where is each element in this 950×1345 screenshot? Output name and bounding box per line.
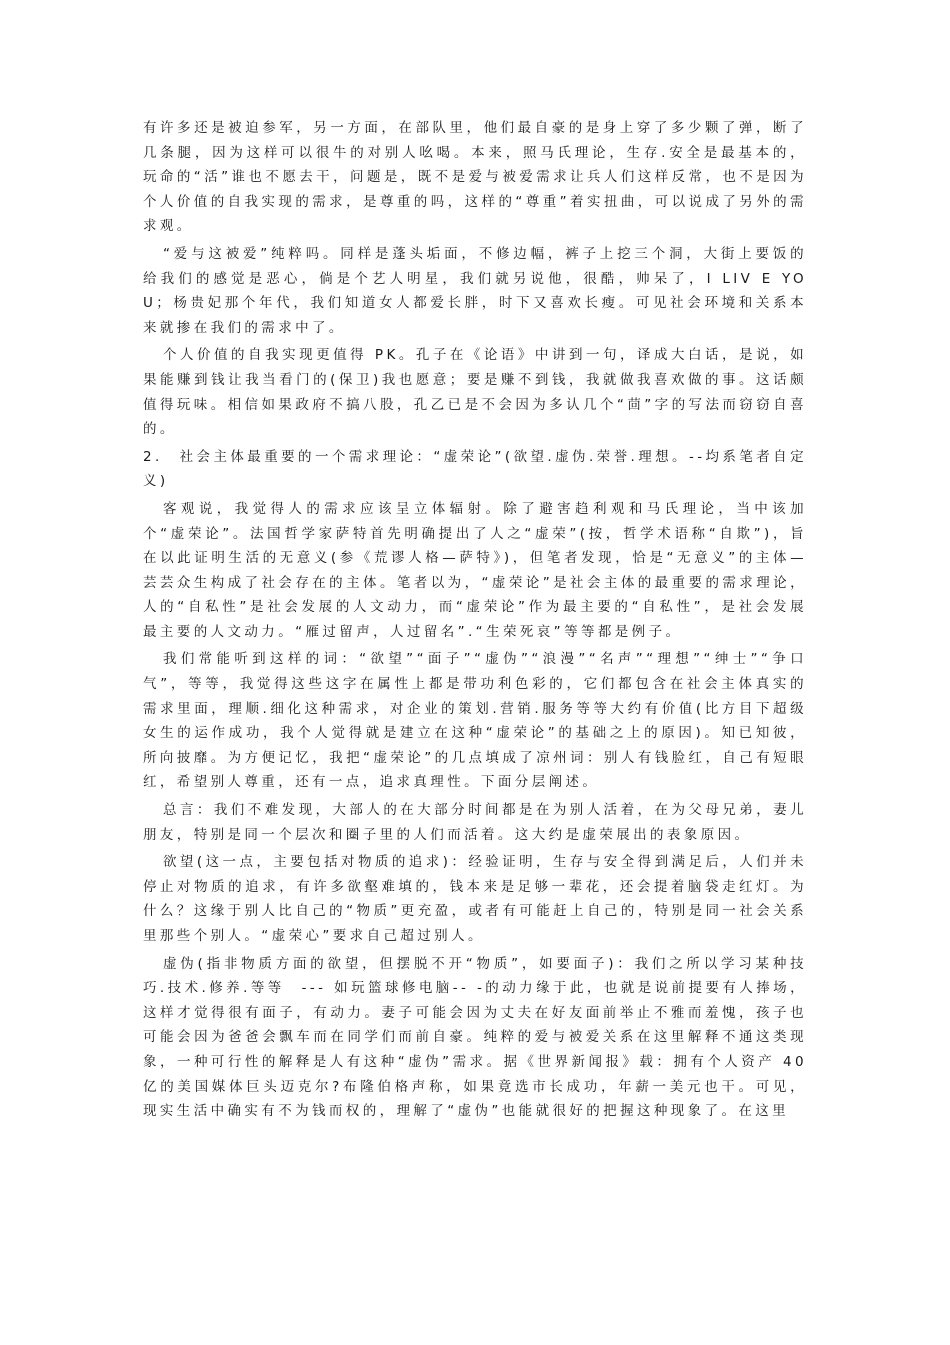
paragraph-love: “爱与这被爱”纯粹吗。同样是蓬头垢面，不修边幅，裤子上挖三个洞，大街上要饭的给我们的感觉是恶心，倘是个艺人明星，我们就另说他，很酷，帅呆了，I LIV E YOU；杨贵妃那个年代，我们知道女人都爱长胖，时下又喜欢长瘦。可见社会环境和关系本来就掺在我们的需求中了。: [143, 245, 807, 336]
paragraph-hypocrisy: 虚伪(指非物质方面的欲望，但摆脱不开“物质”，如要面子)：我们之所以学习某种技巧.技术.修养.等等 --- 如玩篮球修电脑-- -的动力缘于此，也就是说前提要有人捧场，这样才觉得很有面子，有动力。妻子可能会因为丈夫在好友面前举止不雅而羞愧，孩子也可能会因为爸爸会飘车而在同学们而前自豪。纯粹的爱与被爱关系在这里解释不通这类现象，一种可行性的解释是人有这种“虚伪”需求。据《世界新闻报》载：拥有个人资产 40 亿的美国媒体巨头迈克尔?布隆伯格声称，如果竟选市长成功，年薪一美元也干。可见，现实生活中确实有不为钱而权的，理解了“虚伪”也能就很好的把握这种现象了。在这里: [143, 955, 807, 1120]
paragraph-summary: 总言：我们不难发现，大部人的在大部分时间都是在为别人活着，在为父母兄弟，妻儿朋友，特别是同一个层次和圈子里的人们而活着。这大约是虚荣展出的表象原因。: [143, 802, 807, 843]
paragraph-soldiers: 有许多还是被迫参军，另一方面，在部队里，他们最自豪的是身上穿了多少颗了弹，断了几条腿，因为这样可以很牛的对别人吆喝。本来，照马氏理论，生存.安全是最基本的，玩命的“活”谁也不愿去干，问题是，既不是爱与被爱需求让兵人们这样反常，也不是因为个人价值的自我实现的需求，是尊重的吗，这样的“尊重”着实扭曲，可以说成了另外的需求观。: [143, 120, 807, 235]
section-heading-vanity-theory: 2. 社会主体最重要的一个需求理论：“虚荣论”(欲望.虚伪.荣誉.理想。--均系笔者自定义): [143, 448, 807, 490]
paragraph-desire: 欲望(这一点，主要包括对物质的追求)：经验证明，生存与安全得到满足后，人们并未停止对物质的追求，有许多欲壑难填的，钱本来是足够一辈花，还会提着脑袋走红灯。为什么？这缘于别人比自己的“物质”更充盈，或者有可能赶上自己的，特别是同一社会关系里那些个别人。“虚荣心”要求自己超过别人。: [143, 854, 807, 944]
paragraph-objective: 客观说，我觉得人的需求应该呈立体辐射。除了避害趋利观和马氏理论，当中该加个“虚荣论”。法国哲学家萨特首先明确提出了人之“虚荣”(按，哲学术语称“自欺”)，旨在以此证明生活的无意义(参《荒谬人格—萨特》)，但笔者发现，恰是“无意义”的主体—芸芸众生构成了社会存在的主体。笔者以为，“虚荣论”是社会主体的最重要的需求理论，人的“自私性”是社会发展的人文动力，而“虚荣论”作为最主要的“自私性”，是社会发展最主要的人文动力。“雁过留声，人过留名”.“生荣死哀”等等都是例子。: [143, 500, 807, 640]
paragraph-common-words: 我们常能听到这样的词：“欲望”“面子”“虚伪”“浪漫”“名声”“理想”“绅士”“争口气”，等等，我觉得这些这字在属性上都是带功利色彩的，它们都包含在社会主体真实的需求里面，理顺.细化这种需求，对企业的策划.营销.服务等等大约有价值(比方目下超级女生的运作成功，我个人觉得就是建立在这种“虚荣论”的基础之上的原因)。知已知彼，所向披靡。为方便记忆，我把“虚荣论”的几点填成了凉州词：别人有钱脸红，自己有短眼红，希望别人尊重，还有一点，追求真理性。下面分层阐述。: [143, 651, 807, 791]
paragraph-self-actualization: 个人价值的自我实现更值得 PK。孔子在《论语》中讲到一句，译成大白话，是说，如果能赚到钱让我当看门的(保卫)我也愿意；要是赚不到钱，我就做我喜欢做的事。这话颇值得玩味。相信如果政府不搞八股，孔乙已是不会因为多认几个“茴”字的写法而窃窃自喜的。: [143, 347, 807, 438]
